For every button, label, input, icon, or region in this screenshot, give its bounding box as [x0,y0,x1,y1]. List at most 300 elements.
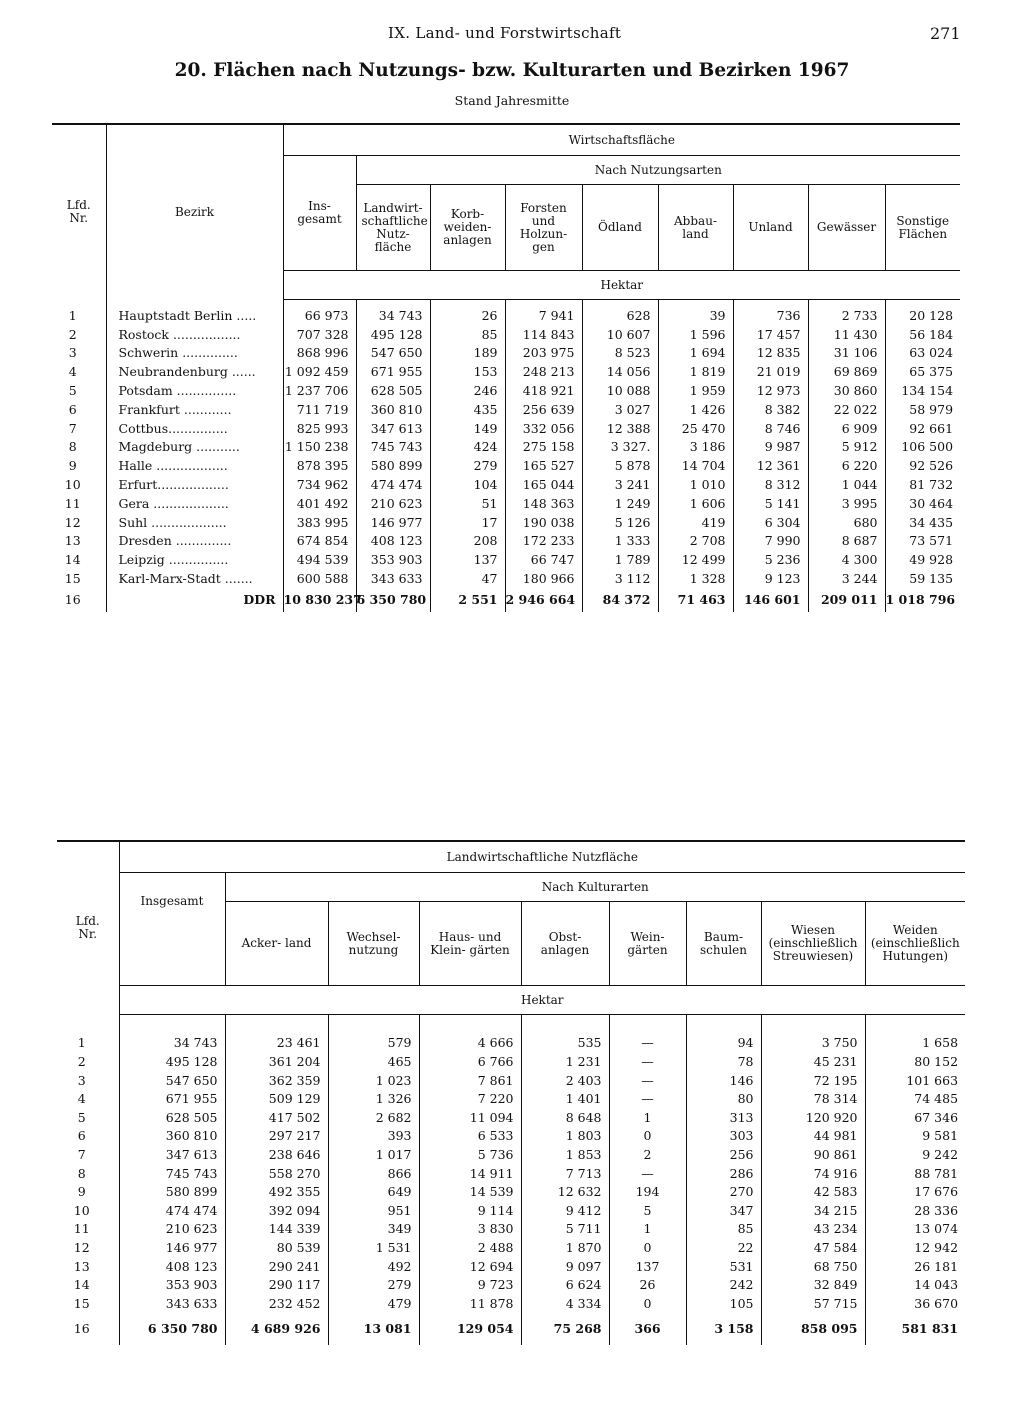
cell-value: 1 789 [582,550,658,569]
cell-value: 92 526 [885,456,960,475]
cell-value: 3 327. [582,438,658,457]
table-row [57,1294,965,1313]
cell-value: 238 646 [225,1145,328,1164]
row-number: 1 [77,1035,86,1051]
header-col-2: Korb- weiden- anlagen [430,185,505,271]
cell-value: 34 435 [885,513,960,532]
cell-value: 14 539 [419,1182,521,1201]
total-value: 1 018 796 [885,588,960,612]
cell-value: 72 195 [761,1071,865,1090]
cell-value: 1 023 [328,1071,419,1090]
header-col-7: Gewässer [808,185,885,271]
cell-value: 1 [609,1220,686,1239]
row-number: 3 [77,1072,86,1088]
header-culture-col-7: Wiesen (einschließlich Streuwiesen) [761,902,865,986]
cell-value: 39 [658,306,733,325]
district-name: Magdeburg ........... [106,438,283,457]
cell-value: 474 474 [119,1201,225,1220]
cell-value: 1 231 [521,1052,609,1071]
cell-value: 707 328 [283,325,356,344]
cell-value: 34 743 [119,1034,225,1053]
cell-value: 57 715 [761,1294,865,1313]
cell-value: 492 [328,1257,419,1276]
cell-value: 580 899 [356,456,430,475]
cell-value: 190 038 [505,513,582,532]
cell-value: 347 613 [356,419,430,438]
cell-value: 146 977 [356,513,430,532]
row-number: 12 [73,1239,90,1255]
cell-value: 286 [686,1164,761,1183]
cell-value: 9 123 [733,569,808,588]
cell-value: 1 044 [808,475,885,494]
cell-value: 951 [328,1201,419,1220]
cell-value: 120 920 [761,1108,865,1127]
cell-value: 424 [430,438,505,457]
cell-value: 360 810 [356,400,430,419]
table-row [57,1034,965,1053]
cell-value: 600 588 [283,569,356,588]
row-number: 14 [64,552,81,568]
cell-value: 1 401 [521,1089,609,1108]
row-number: 9 [77,1184,86,1200]
cell-value: 1 333 [582,532,658,551]
cell-value: 92 661 [885,419,960,438]
header-landwirtschaftliche-nutzflaeche: Landwirtschaftliche Nutzfläche [119,841,965,873]
cell-value: 628 505 [119,1108,225,1127]
table-row [52,362,960,381]
cell-value: 290 117 [225,1275,328,1294]
district-name: Erfurt.................. [106,475,283,494]
cell-value: 34 743 [356,306,430,325]
cell-value: 579 [328,1034,419,1053]
land-use-by-district-table [52,123,960,612]
header-lfd-nr: Lfd. Nr. [52,124,106,300]
cell-value: 74 485 [865,1089,965,1108]
cell-value: 479 [328,1294,419,1313]
table-row [52,419,960,438]
cell-value: 146 [686,1071,761,1090]
cell-value: 1 819 [658,362,733,381]
cell-value: 2 708 [658,532,733,551]
total-value: 2 551 [430,588,505,612]
cell-value: 78 [686,1052,761,1071]
cell-value: 671 955 [119,1089,225,1108]
cell-value: 20 128 [885,306,960,325]
cell-value: 8 687 [808,532,885,551]
cell-value: 36 670 [865,1294,965,1313]
cell-value: 90 861 [761,1145,865,1164]
cell-value: 11 878 [419,1294,521,1313]
table-row [57,1145,965,1164]
cell-value: 649 [328,1182,419,1201]
row-number: 15 [73,1295,90,1311]
cell-value: 362 359 [225,1071,328,1090]
cell-value: 392 094 [225,1201,328,1220]
total-value: 3 158 [686,1313,761,1345]
cell-value: 14 704 [658,456,733,475]
total-value: 13 081 [328,1313,419,1345]
cell-value: 0 [609,1238,686,1257]
header-nach-kulturarten: Nach Kulturarten [225,873,965,902]
cell-value: 3 027 [582,400,658,419]
cell-value: 153 [430,362,505,381]
cell-value: 6 304 [733,513,808,532]
table-row [57,1220,965,1239]
cell-value: 10 088 [582,381,658,400]
cell-value: 401 492 [283,494,356,513]
cell-value: 465 [328,1052,419,1071]
cell-value: — [609,1034,686,1053]
row-number: 16 [73,1321,90,1336]
cell-value: 194 [609,1182,686,1201]
cell-value: 146 977 [119,1238,225,1257]
cell-value: 8 648 [521,1108,609,1127]
cell-value: 165 527 [505,456,582,475]
total-value: 75 268 [521,1313,609,1345]
header-culture-col-4: Obst- anlagen [521,902,609,986]
agricultural-area-by-culture-table [57,840,965,1345]
table-row [52,513,960,532]
cell-value: 69 869 [808,362,885,381]
cell-value: 7 990 [733,532,808,551]
cell-value: 736 [733,306,808,325]
cell-value: 435 [430,400,505,419]
cell-value: 134 154 [885,381,960,400]
cell-value: 172 233 [505,532,582,551]
table-row [52,344,960,363]
cell-value: 5 878 [582,456,658,475]
table-row [57,1071,965,1090]
cell-value: 9 097 [521,1257,609,1276]
total-value: 84 372 [582,588,658,612]
cell-value: 417 502 [225,1108,328,1127]
cell-value: 275 158 [505,438,582,457]
cell-value: 1 658 [865,1034,965,1053]
cell-value: 26 181 [865,1257,965,1276]
header-col-4: Ödland [582,185,658,271]
cell-value: 22 022 [808,400,885,419]
district-name: Hauptstadt Berlin ..... [106,306,283,325]
table-row [52,456,960,475]
cell-value: 9 581 [865,1127,965,1146]
cell-value: 1 596 [658,325,733,344]
header-culture-col-3: Haus- und Klein- gärten [419,902,521,986]
cell-value: 9 987 [733,438,808,457]
cell-value: 4 334 [521,1294,609,1313]
cell-value: 137 [609,1257,686,1276]
cell-value: 73 571 [885,532,960,551]
cell-value: 94 [686,1034,761,1053]
cell-value: 22 [686,1238,761,1257]
cell-value: 66 747 [505,550,582,569]
cell-value: 45 231 [761,1052,865,1071]
cell-value: 353 903 [356,550,430,569]
cell-value: 8 523 [582,344,658,363]
cell-value: 165 044 [505,475,582,494]
cell-value: 419 [658,513,733,532]
district-name: Frankfurt ............ [106,400,283,419]
cell-value: 4 666 [419,1034,521,1053]
cell-value: 290 241 [225,1257,328,1276]
cell-value: 104 [430,475,505,494]
total-value: 2 946 664 [505,588,582,612]
table-row [57,1201,965,1220]
table-row [52,475,960,494]
cell-value: 1 [609,1108,686,1127]
cell-value: 4 300 [808,550,885,569]
header-col-6: Unland [733,185,808,271]
table-row [52,494,960,513]
total-row [52,588,960,612]
table-row [57,1257,965,1276]
cell-value: 88 781 [865,1164,965,1183]
table-row [57,1164,965,1183]
total-value: 858 095 [761,1313,865,1345]
cell-value: 12 361 [733,456,808,475]
cell-value: 408 123 [119,1257,225,1276]
cell-value: 137 [430,550,505,569]
cell-value: 279 [328,1275,419,1294]
cell-value: 509 129 [225,1089,328,1108]
cell-value: 80 539 [225,1238,328,1257]
table-title: 20. Flächen nach Nutzungs- bzw. Kulturarten und Bezirken 1967 [174,60,850,81]
cell-value: 30 860 [808,381,885,400]
cell-value: 208 [430,532,505,551]
cell-value: 9 723 [419,1275,521,1294]
cell-value: 6 624 [521,1275,609,1294]
total-value: 6 350 780 [119,1313,225,1345]
cell-value: 313 [686,1108,761,1127]
cell-value: 1 531 [328,1238,419,1257]
cell-value: 547 650 [119,1071,225,1090]
cell-value: 85 [430,325,505,344]
cell-value: 494 539 [283,550,356,569]
header-lfd-nr-2: Lfd. Nr. [57,841,119,1015]
cell-value: 332 056 [505,419,582,438]
table-row [52,532,960,551]
row-number: 5 [77,1109,86,1125]
table-row [57,1275,965,1294]
cell-value: 825 993 [283,419,356,438]
row-number: 6 [77,1128,86,1144]
cell-value: 65 375 [885,362,960,381]
cell-value: 63 024 [885,344,960,363]
cell-value: 32 849 [761,1275,865,1294]
cell-value: 47 584 [761,1238,865,1257]
total-value: 366 [609,1313,686,1345]
district-name: Halle .................. [106,456,283,475]
cell-value: 59 135 [885,569,960,588]
cell-value: 5 912 [808,438,885,457]
table-subtitle: Stand Jahresmitte [454,93,570,108]
cell-value: 1 959 [658,381,733,400]
cell-value: 3 112 [582,569,658,588]
row-number: 15 [64,571,81,587]
cell-value: 3 750 [761,1034,865,1053]
district-name: Cottbus............... [106,419,283,438]
cell-value: 5 [609,1201,686,1220]
district-name: Karl-Marx-Stadt ....... [106,569,283,588]
cell-value: 343 633 [119,1294,225,1313]
cell-value: 14 911 [419,1164,521,1183]
cell-value: 5 736 [419,1145,521,1164]
cell-value: 347 [686,1201,761,1220]
cell-value: 210 623 [356,494,430,513]
row-number: 8 [77,1165,86,1181]
cell-value: 1 017 [328,1145,419,1164]
header-wirtschaftsflaeche: Wirtschaftsfläche [283,124,960,156]
cell-value: 12 694 [419,1257,521,1276]
district-name: Schwerin .............. [106,344,283,363]
header-unit-hektar: Hektar [283,271,960,300]
row-number: 10 [64,477,81,493]
cell-value: 44 981 [761,1127,865,1146]
cell-value: 31 106 [808,344,885,363]
cell-value: 3 830 [419,1220,521,1239]
cell-value: 297 217 [225,1127,328,1146]
cell-value: 5 141 [733,494,808,513]
district-name: Neubrandenburg ...... [106,362,283,381]
cell-value: 674 854 [283,532,356,551]
cell-value: 106 500 [885,438,960,457]
cell-value: 3 995 [808,494,885,513]
header-col-5: Abbau- land [658,185,733,271]
cell-value: 8 382 [733,400,808,419]
cell-value: 1 150 238 [283,438,356,457]
cell-value: 11 094 [419,1108,521,1127]
cell-value: 17 [430,513,505,532]
cell-value: 393 [328,1127,419,1146]
cell-value: 80 152 [865,1052,965,1071]
cell-value: 105 [686,1294,761,1313]
cell-value: 580 899 [119,1182,225,1201]
cell-value: 14 043 [865,1275,965,1294]
cell-value: 628 505 [356,381,430,400]
cell-value: 349 [328,1220,419,1239]
cell-value: 7 861 [419,1071,521,1090]
cell-value: 1 328 [658,569,733,588]
cell-value: 2 403 [521,1071,609,1090]
row-number: 9 [68,458,77,474]
header-col-1: Landwirt- schaftliche Nutz- fläche [356,185,430,271]
cell-value: 0 [609,1294,686,1313]
cell-value: 2 682 [328,1108,419,1127]
cell-value: 547 650 [356,344,430,363]
header-col-3: Forsten und Holzun- gen [505,185,582,271]
header-insgesamt: Ins- gesamt [283,156,356,271]
cell-value: 12 973 [733,381,808,400]
cell-value: 232 452 [225,1294,328,1313]
page-number: 271 [930,24,961,43]
district-name: Potsdam ............... [106,381,283,400]
cell-value: 144 339 [225,1220,328,1239]
cell-value: 5 126 [582,513,658,532]
cell-value: 474 474 [356,475,430,494]
row-number: 2 [77,1053,86,1069]
total-label: DDR [106,588,283,612]
cell-value: 7 941 [505,306,582,325]
row-number: 1 [68,307,77,323]
cell-value: 210 623 [119,1220,225,1239]
row-number: 13 [73,1258,90,1274]
cell-value: 270 [686,1182,761,1201]
cell-value: 12 388 [582,419,658,438]
cell-value: 34 215 [761,1201,865,1220]
cell-value: 5 711 [521,1220,609,1239]
cell-value: 12 632 [521,1182,609,1201]
cell-value: 408 123 [356,532,430,551]
chapter-title: IX. Land- und Forstwirtschaft [388,24,622,42]
cell-value: 8 746 [733,419,808,438]
district-name: Dresden .............. [106,532,283,551]
cell-value: 6 909 [808,419,885,438]
row-number: 11 [73,1221,90,1237]
table-row [57,1052,965,1071]
cell-value: 1 606 [658,494,733,513]
running-header [0,24,1024,46]
table-row [57,1089,965,1108]
cell-value: 418 921 [505,381,582,400]
row-number: 16 [64,592,81,608]
header-insgesamt-2: Insgesamt [119,873,225,986]
cell-value: 1 694 [658,344,733,363]
cell-value: 878 395 [283,456,356,475]
cell-value: 1 803 [521,1127,609,1146]
row-number: 8 [68,439,77,455]
cell-value: 492 355 [225,1182,328,1201]
row-number: 5 [68,383,77,399]
cell-value: 12 835 [733,344,808,363]
cell-value: 671 955 [356,362,430,381]
cell-value: 68 750 [761,1257,865,1276]
cell-value: 51 [430,494,505,513]
district-name: Gera ................... [106,494,283,513]
cell-value: 1 237 706 [283,381,356,400]
row-number: 2 [68,326,77,342]
total-value: 6 350 780 [356,588,430,612]
cell-value: 1 870 [521,1238,609,1257]
table-row [52,438,960,457]
table-row [52,569,960,588]
cell-value: 14 056 [582,362,658,381]
cell-value: 6 220 [808,456,885,475]
cell-value: 58 979 [885,400,960,419]
cell-value: 256 639 [505,400,582,419]
cell-value: 81 732 [885,475,960,494]
cell-value: 495 128 [356,325,430,344]
table-row [57,1108,965,1127]
cell-value: 101 663 [865,1071,965,1090]
cell-value: 149 [430,419,505,438]
row-number: 13 [64,533,81,549]
cell-value: 711 719 [283,400,356,419]
cell-value: 67 346 [865,1108,965,1127]
row-number: 11 [64,495,81,511]
cell-value: 9 412 [521,1201,609,1220]
header-nach-nutzungsarten: Nach Nutzungsarten [356,156,960,185]
row-number: 4 [77,1091,86,1107]
cell-value: 246 [430,381,505,400]
cell-value: 25 470 [658,419,733,438]
cell-value: 242 [686,1275,761,1294]
cell-value: 1 326 [328,1089,419,1108]
cell-value: — [609,1071,686,1090]
cell-value: — [609,1164,686,1183]
table-row [57,1127,965,1146]
cell-value: 256 [686,1145,761,1164]
header-bezirk: Bezirk [106,124,283,300]
total-value: 146 601 [733,588,808,612]
